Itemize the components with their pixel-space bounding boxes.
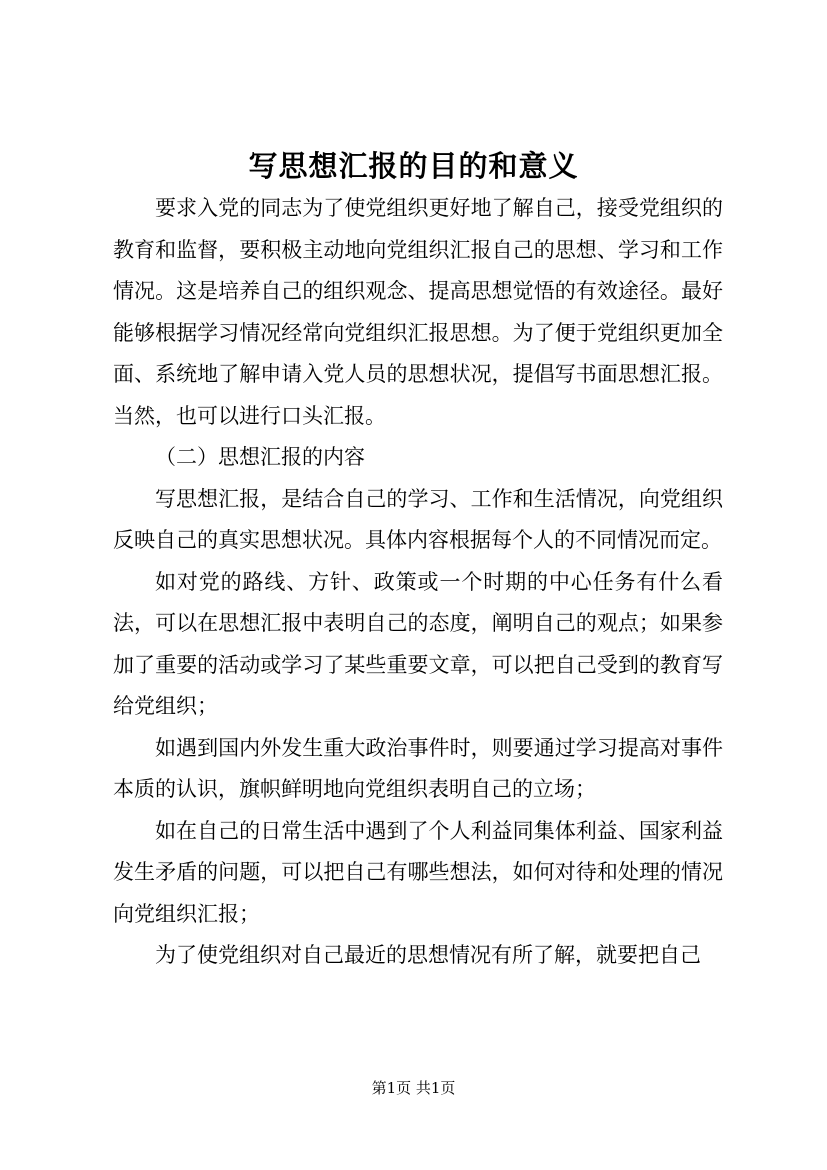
document-body <box>113 188 723 977</box>
document-title: 写思想汇报的目的和意义 <box>248 149 579 183</box>
paragraph-definition: 写思想汇报，是结合自己的学习、工作和生活情况，向党组织反映自己的真实思想状况。具体内容根据每个人的不同情况而定。 <box>113 486 723 552</box>
page-footer: 第1页 共1页 <box>371 1079 456 1097</box>
paragraph-purpose: 要求入党的同志为了使党组织更好地了解自己，接受党组织的教育和监督，要积极主动地向党组织汇报自己的思想、学习和工作情况。这是培养自己的组织观念、提高思想觉悟的有效途径。最好能够根据学习情况经常向党组织汇报思想。为了便于党组织更加全面、系统地了解申请入党人员的思想状况，提倡写书面思想汇报。当然，也可以进行口头汇报。 <box>113 196 723 428</box>
paragraph-political-events: 如遇到国内外发生重大政治事件时，则要通过学习提高对事件本质的认识，旗帜鲜明地向党组织表明自己的立场； <box>113 735 723 801</box>
paragraph-interest-conflicts: 如在自己的日常生活中遇到了个人利益同集体利益、国家利益发生矛盾的问题，可以把自己有哪些想法，如何对待和处理的情况向党组织汇报； <box>113 818 723 926</box>
section-heading-content: （二）思想汇报的内容 <box>155 445 365 469</box>
paragraph-recent-thoughts: 为了使党组织对自己最近的思想情况有所了解，就要把自己 <box>155 943 701 967</box>
paragraph-policy-views: 如对党的路线、方针、政策或一个时期的中心任务有什么看法，可以在思想汇报中表明自己的态度，阐明自己的观点；如果参加了重要的活动或学习了某些重要文章，可以把自己受到的教育写给党组织； <box>113 569 723 718</box>
